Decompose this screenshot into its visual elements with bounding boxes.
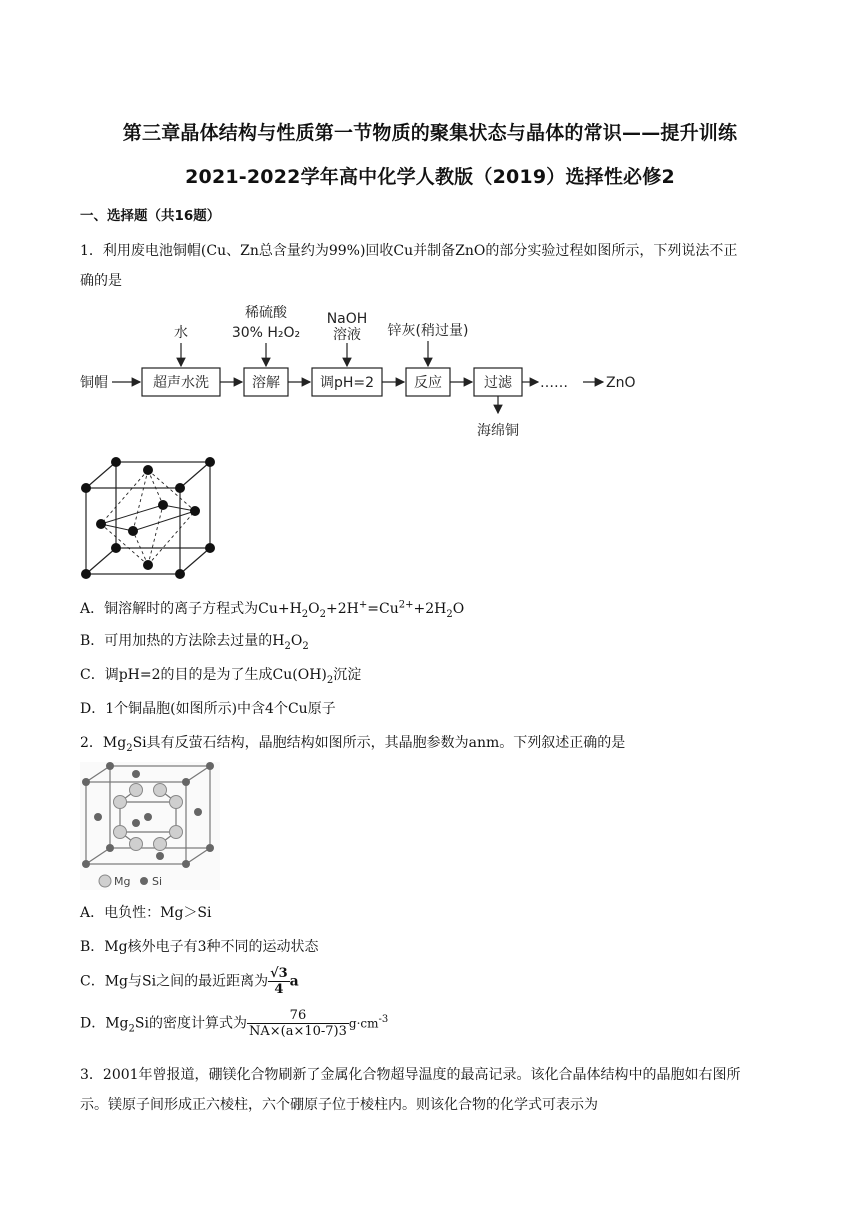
flow-input-h2o2: 30% H₂O₂ (231, 325, 301, 341)
q1-flow-diagram (78, 305, 658, 445)
flow-input-naoh: NaOH (326, 311, 368, 327)
q1-stem-line2: 确的是 (80, 273, 122, 289)
flow-input-zinc: 锌灰(稍过量) (387, 323, 469, 339)
si-legend-icon (140, 877, 148, 885)
q1-option-b[interactable]: B．可用加热的方法除去过量的$H_2O_2$ (80, 633, 309, 652)
section-heading: 一、选择题（共16题） (80, 208, 221, 224)
q2-option-b[interactable]: B．Mg核外电子有3种不同的运动状态 (80, 939, 319, 955)
flow-input-water: 水 (174, 325, 188, 341)
q2-option-a[interactable]: A．电负性：Mg＞Si (80, 905, 212, 921)
page-title-line2: 2021-2022学年高中化学人教版（2019）选择性必修2 (185, 166, 675, 188)
copper-unit-cell-figure (76, 452, 222, 580)
q3-stem-line1: 3．2001年曾报道，硼镁化合物刷新了金属化合物超导温度的最高记录。该化合晶体结构中的晶胞如右图所 (80, 1067, 741, 1083)
q1-option-d[interactable]: D．1个铜晶胞(如图所示)中含4个Cu原子 (80, 701, 336, 717)
legend-si-label: Si (152, 875, 163, 888)
page-title-line1: 第三章晶体结构与性质第一节物质的聚集状态与晶体的常识——提升训练 (122, 122, 738, 144)
q2-option-c[interactable]: C．Mg与Si之间的最近距离为 $\frac{√3}{4}$ a (80, 966, 299, 997)
flow-dots: …… (540, 375, 568, 391)
flow-step-3-label: 调pH=2 (319, 375, 375, 391)
flow-step-5-label: 过滤 (484, 375, 512, 391)
flow-start-label: 铜帽 (80, 375, 108, 391)
flow-step-1-label: 超声水洗 (153, 375, 209, 391)
q2-stem: 2．$Mg_2Si$具有反萤石结构，晶胞结构如图所示，其晶胞参数为anm。下列叙述正确的是 (80, 735, 626, 754)
q1-stem-line1: 1．利用废电池铜帽(Cu、Zn总含量约为99%)回收Cu并制备ZnO的部分实验过程如图所示，下列说法不正 (80, 243, 738, 259)
legend-mg-label: Mg (114, 875, 131, 888)
mg-legend-icon (99, 875, 111, 887)
q2-option-d[interactable]: D．$Mg_2Si$的密度计算式为 $\frac{76}{NA\times(a\times 10-7)3}$ $g\cdot cm^{-3}$ (80, 1008, 389, 1039)
flow-input-acid: 稀硫酸 (245, 305, 287, 321)
flow-step-2-label: 溶解 (252, 375, 280, 391)
q3-stem-line2: 示。镁原子间形成正六棱柱，六个硼原子位于棱柱内。则该化合物的化学式可表示为 (80, 1097, 598, 1113)
flow-step-4-label: 反应 (414, 375, 442, 391)
mg2si-unit-cell-figure (80, 762, 220, 890)
q1-option-a[interactable]: A．铜溶解时的离子方程式为$Cu+H_2O_2+2H^+=Cu^{2+}+2H_2O$ (80, 599, 465, 620)
q1-option-c[interactable]: C．调pH=2的目的是为了生成$Cu(OH)_2$沉淀 (80, 667, 362, 686)
flow-byproduct: 海绵铜 (477, 423, 519, 439)
flow-end-label: ZnO (606, 375, 636, 391)
mg2si-legend (96, 872, 186, 890)
flow-input-solution: 溶液 (333, 327, 361, 343)
